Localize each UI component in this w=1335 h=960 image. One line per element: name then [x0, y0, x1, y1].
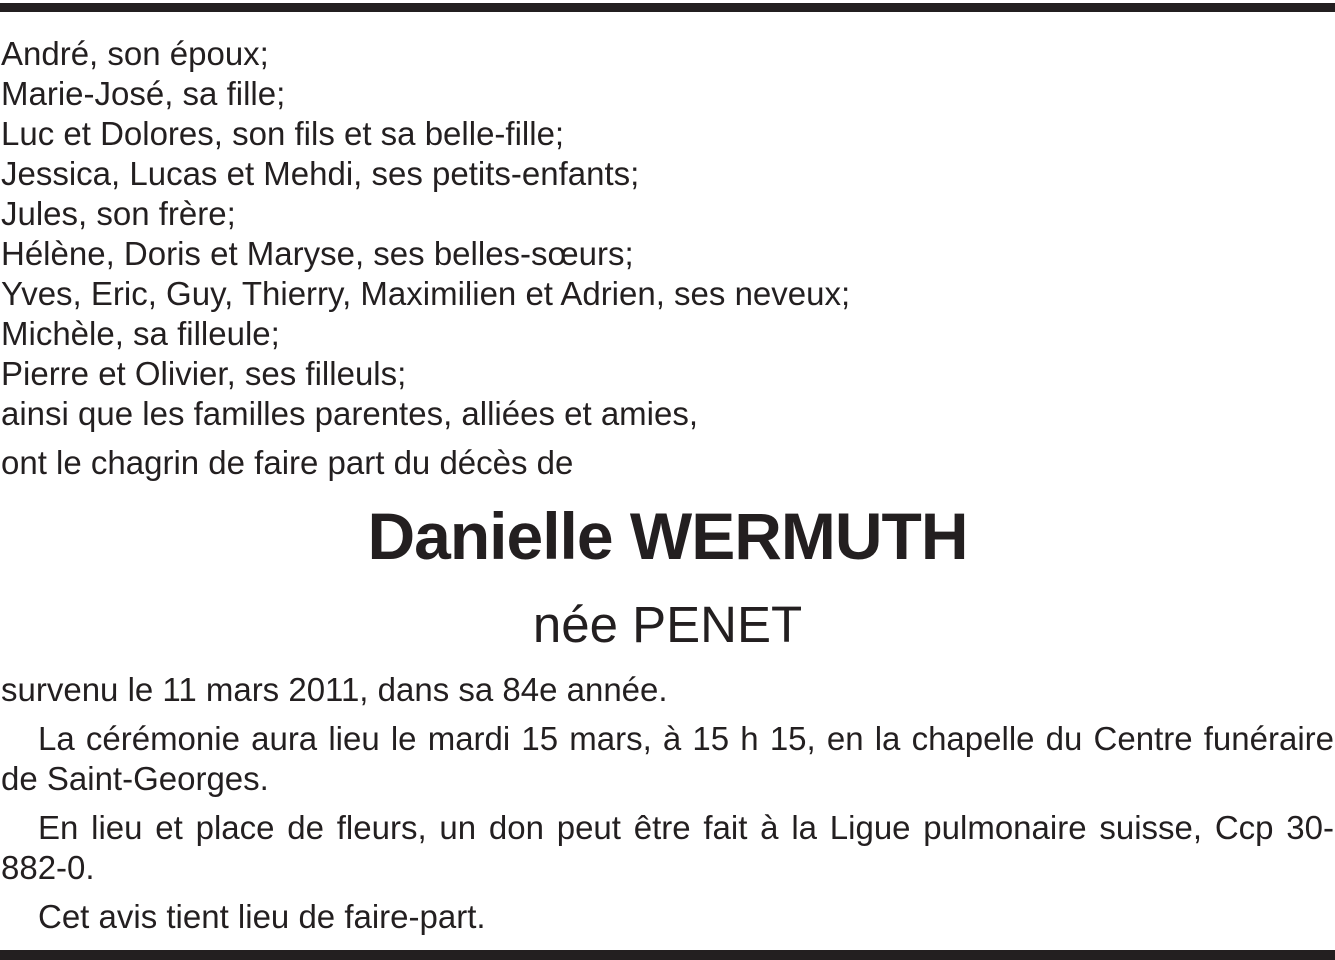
donation-paragraph: En lieu et place de fleurs, un don peut être fait à la Ligue pulmonaire suisse, Ccp 30-882-0.	[1, 809, 1334, 886]
mourner-line: Jules, son frère;	[1, 195, 236, 232]
mourner-line: Yves, Eric, Guy, Thierry, Maximilien et Adrien, ses neveux;	[1, 275, 851, 312]
announcement-line: ont le chagrin de faire part du décès de	[1, 444, 574, 481]
mourner-line: Luc et Dolores, son fils et sa belle-fille;	[1, 115, 565, 152]
notice-paragraph: Cet avis tient lieu de faire-part.	[38, 898, 486, 935]
deceased-name: Danielle WERMUTH	[367, 499, 968, 573]
top-border-rule	[0, 3, 1335, 12]
mourner-line: Jessica, Lucas et Mehdi, ses petits-enfants;	[1, 155, 640, 192]
mourner-line: Marie-José, sa fille;	[1, 75, 286, 112]
mourner-line: Hélène, Doris et Maryse, ses belles-sœurs;	[1, 235, 634, 272]
mourner-line: Pierre et Olivier, ses filleuls;	[1, 355, 407, 392]
notice-body	[1, 670, 1334, 937]
maiden-name: née PENET	[532, 596, 803, 653]
death-date-line: survenu le 11 mars 2011, dans sa 84e année.	[1, 671, 668, 708]
mourners-list	[1, 34, 1331, 434]
mourner-line: Michèle, sa filleule;	[1, 315, 280, 352]
ceremony-paragraph: La cérémonie aura lieu le mardi 15 mars, à 15 h 15, en la chapelle du Centre funéraire de Saint-Georges.	[1, 720, 1334, 797]
mourner-line: ainsi que les familles parentes, alliées et amies,	[1, 395, 699, 432]
bottom-border-rule	[0, 950, 1335, 960]
mourner-line: André, son époux;	[1, 35, 269, 72]
